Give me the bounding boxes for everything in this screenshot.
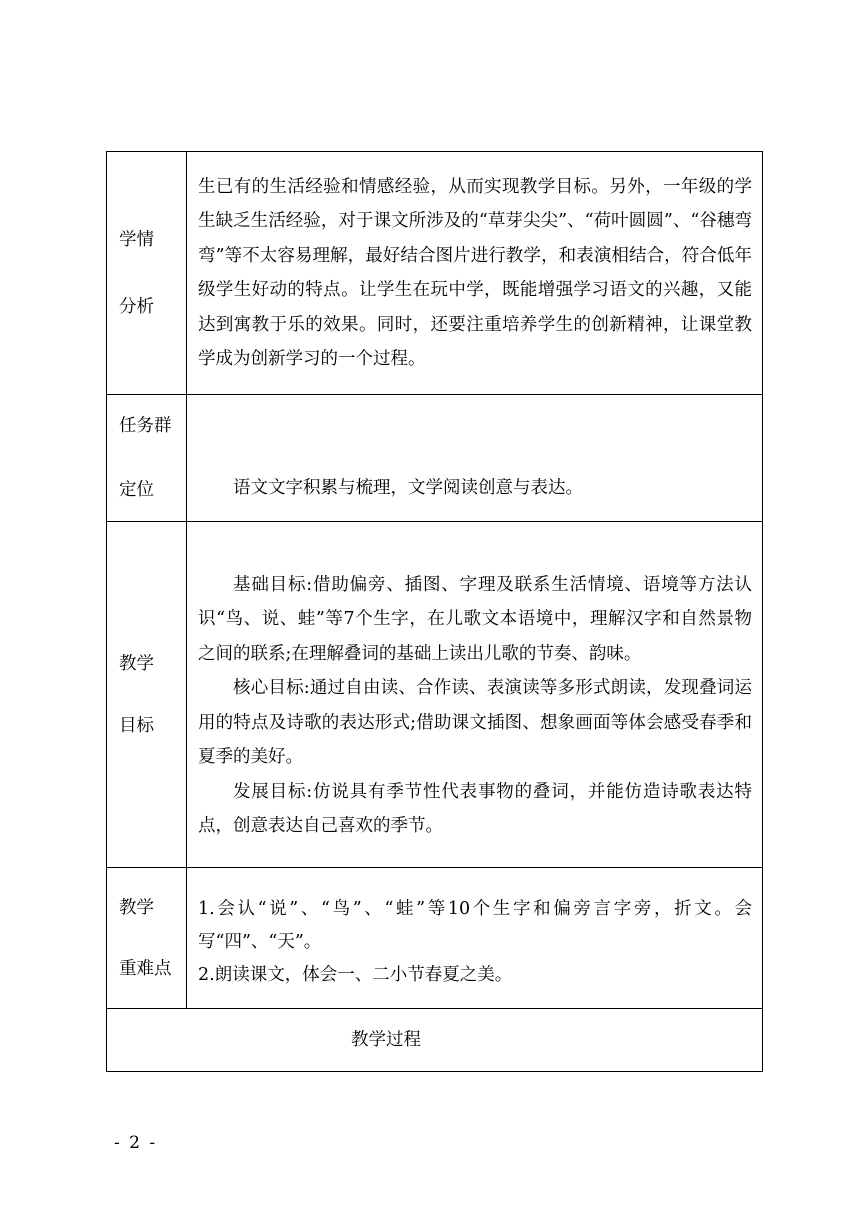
row-key-points [107, 868, 763, 1009]
analysis-text: 生已有的生活经验和情感经验，从而实现教学目标。另外，一年级的学生缺乏生活经验，对于课文所涉及的“草芽尖尖”、“荷叶圆圆”、“谷穗弯弯”等不太容易理解，最好结合图片进行教学，和表演相结合，符合低年级学生好动的特点。让学生在玩中学，既能增强学习语文的兴趣，又能达到寓教于乐的效果。同时，还要注重培养学生的创新精神，让课堂教学成为创新学习的一个过程。 [198, 176, 752, 369]
content-task-group [187, 395, 763, 522]
label-line: 定位 [119, 480, 154, 500]
objective-core: 核心目标:通过自由读、合作读、表演读等多形式朗读，发现叠词运用的特点及诗歌的表达形式;借助课文插图、想象画面等体会感受春季和夏季的美好。 [198, 678, 752, 767]
content-objectives [187, 522, 763, 868]
row-analysis [107, 152, 763, 395]
label-analysis [107, 152, 187, 395]
row-objectives [107, 522, 763, 868]
label-line: 教学 [119, 897, 154, 918]
content-analysis [187, 152, 763, 395]
process-heading: 教学过程 [351, 1030, 421, 1050]
label-line: 分析 [119, 296, 154, 317]
key-point-2: 2.朗读课文，体会一、二小节春夏之美。 [198, 964, 513, 985]
label-key-points [107, 868, 187, 1009]
objective-development: 发展目标:仿说具有季节性代表事物的叠词，并能仿造诗歌表达特点，创意表达自己喜欢的季节。 [198, 781, 752, 836]
row-process [107, 1009, 763, 1072]
label-task-group [107, 395, 187, 522]
objective-basic: 基础目标:借助偏旁、插图、字理及联系生活情境、语境等方法认识“鸟、说、蛙”等7个生字，在儿歌文本语境中，理解汉字和自然景物之间的联系;在理解叠词的基础上读出儿歌的节奏、韵味。 [198, 574, 752, 664]
content-key-points [187, 868, 763, 1009]
label-line: 学情 [119, 229, 154, 250]
key-point-1: 1.会认“说”、“鸟”、“蛙”等10个生字和偏旁言字旁，折文。会写“四”、“天”。 [198, 898, 752, 952]
row-task-group [107, 395, 763, 522]
process-heading-cell [107, 1009, 763, 1072]
label-line: 重难点 [119, 958, 172, 979]
lesson-plan-table [106, 151, 763, 1072]
task-group-text: 语文文字积累与梳理，文学阅读创意与表达。 [233, 478, 583, 498]
label-objectives [107, 522, 187, 868]
label-line: 教学 [119, 653, 154, 674]
label-line: 目标 [119, 715, 154, 736]
label-line: 任务群 [119, 416, 172, 436]
page-number: - 2 - [114, 1133, 158, 1153]
